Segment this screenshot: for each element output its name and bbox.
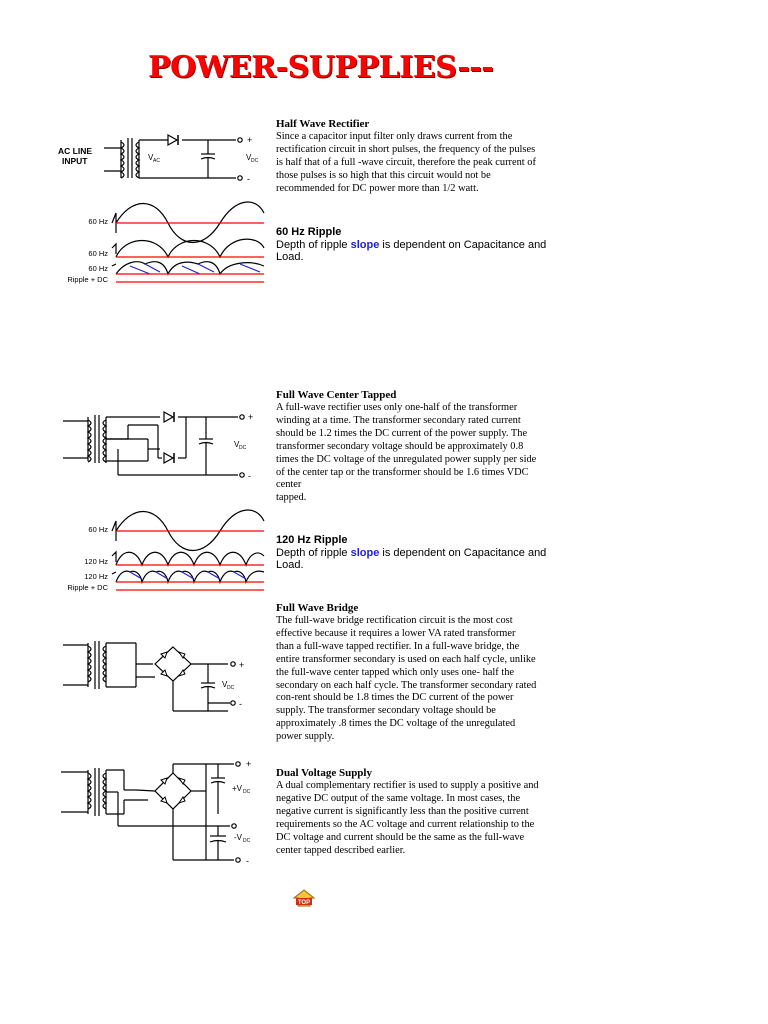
body-line: A dual complementary rectifier is used to supply a positive and: [276, 780, 539, 791]
body-line: A full-wave rectifier uses only one-half of the transformer: [276, 402, 518, 413]
minus-terminal: -: [248, 471, 251, 481]
body-line: DC voltage and current should be the same as the full-wave: [276, 831, 525, 843]
half-wave-ripple-waveforms: [50, 200, 270, 290]
section-heading-bridge: Full Wave Bridge: [276, 602, 359, 614]
positive-vdc-label: +V: [232, 784, 243, 793]
vdc-sub-label: DC: [243, 789, 251, 795]
full-wave-ripple-waveforms: [50, 508, 270, 598]
body-line: than a full-wave tapped rectifier. In a full-wave bridge, the: [276, 640, 520, 652]
ripple-text-120hz: [276, 547, 546, 560]
wave-label: 60 Hz: [88, 249, 108, 258]
body-line: the full-wave center tapped which only uses one- half the: [276, 666, 515, 678]
section-heading-dual-voltage: Dual Voltage Supply: [276, 767, 372, 779]
ripple-heading-60hz: 60 Hz Ripple: [276, 226, 342, 238]
section-body-bridge: [276, 615, 536, 744]
plus-terminal: +: [248, 412, 254, 422]
body-line: negative current is significantly less than the positive current: [276, 805, 529, 817]
body-line: is half that of a full -wave circuit, therefore the peak current of: [276, 156, 536, 168]
dual-voltage-supply-schematic: [58, 760, 268, 868]
body-line: supply. The transformer secondary voltage should be: [276, 705, 496, 717]
plus-terminal: +: [247, 135, 253, 145]
input-label: INPUT: [62, 156, 88, 166]
body-line: con-rent should be 1.8 times the DC current of the power: [276, 692, 514, 704]
minus-terminal: -: [246, 856, 249, 866]
minus-terminal: -: [239, 699, 242, 709]
body-line: The full-wave bridge rectification circuit is the most cost: [276, 615, 513, 626]
ripple-text: Depth of ripple: [276, 239, 351, 251]
vac-label: V: [148, 153, 154, 162]
body-line: recommended for DC power more than 1/2 watt.: [276, 182, 479, 194]
body-line: entire transformer secondary is used on each half cycle, unlike: [276, 653, 536, 665]
wave-label: 60 Hz: [88, 525, 108, 534]
section-body-center-tapped: [276, 402, 536, 505]
full-wave-bridge-schematic: [58, 637, 268, 717]
body-line: power supply.: [276, 731, 335, 743]
section-body-dual-voltage: [276, 780, 539, 857]
vdc-sub-label: DC: [227, 685, 235, 691]
vdc-label: V: [246, 153, 252, 162]
body-line: center tapped described earlier.: [276, 844, 406, 856]
ripple-text: Depth of ripple: [276, 547, 351, 559]
body-line: times the DC voltage of the unregulated power supply per side: [276, 453, 537, 465]
section-heading-center-tapped: Full Wave Center Tapped: [276, 389, 397, 401]
plus-terminal: +: [246, 760, 252, 769]
body-line: requirements so the AC voltage and current relationship to the: [276, 818, 535, 830]
vdc-label: V: [222, 680, 228, 689]
body-line: center: [276, 479, 302, 491]
half-wave-rectifier-schematic: [58, 126, 268, 186]
page-title: POWER-SUPPLIES---: [148, 50, 494, 85]
vac-sub-label: AC: [153, 158, 160, 164]
slope-highlight: slope: [350, 547, 380, 559]
minus-terminal: -: [247, 174, 250, 184]
body-line: winding at a time. The transformer secondary rated current: [276, 414, 521, 426]
body-line: secondary on each half cycle. The transformer secondary rated: [276, 679, 537, 691]
vdc-sub-label: DC: [239, 445, 247, 451]
back-to-top-button[interactable]: [293, 889, 315, 907]
vdc-sub-label: DC: [243, 838, 251, 844]
ac-line-label: AC LINE: [58, 146, 92, 156]
top-button-label: TOP: [297, 900, 311, 906]
body-line: should be 1.2 times the DC current of the power supply. The: [276, 427, 528, 439]
body-line: approximately .8 times the DC voltage of the unregulated: [276, 718, 516, 730]
body-line: tapped.: [276, 492, 307, 504]
ripple-text: is dependent on Capacitance and: [379, 239, 547, 251]
wave-label: 60 Hz: [88, 264, 108, 273]
wave-label: 120 Hz: [84, 557, 108, 566]
section-body-half-wave: [276, 131, 536, 196]
negative-vdc-label: -V: [234, 833, 242, 842]
vdc-label: V: [234, 440, 240, 449]
body-line: of the center tap or the transformer should be 1.6 times VDC: [276, 466, 529, 478]
wave-label: Ripple + DC: [67, 583, 108, 592]
ripple-heading-120hz: 120 Hz Ripple: [276, 534, 348, 546]
body-line: rectification circuit in short pulses, the frequency of the pulses: [276, 143, 536, 155]
body-line: Since a capacitor input filter only draws current from the: [276, 131, 513, 142]
section-heading-half-wave: Half Wave Rectifier: [276, 118, 370, 130]
ripple-text-60hz-line2: Load.: [276, 251, 304, 263]
body-line: negative DC output of the same voltage. In most cases, the: [276, 792, 521, 804]
ripple-text: is dependent on Capacitance and: [379, 547, 547, 559]
wave-label: 120 Hz: [84, 572, 108, 581]
body-line: effective because it requires a lower VA rated transformer: [276, 627, 516, 639]
plus-terminal: +: [239, 660, 245, 670]
ripple-text-120hz-line2: Load.: [276, 559, 304, 571]
ripple-text-60hz: [276, 239, 546, 252]
wave-label: 60 Hz: [88, 217, 108, 226]
wave-label: Ripple + DC: [67, 275, 108, 284]
full-wave-center-tapped-schematic: [58, 403, 268, 483]
body-line: transformer secondary voltage should be approximately 0.8: [276, 440, 524, 452]
slope-highlight: slope: [350, 239, 380, 251]
body-line: those pulses is so high that this circuit would not be: [276, 169, 491, 181]
vdc-sub-label: DC: [251, 158, 259, 164]
